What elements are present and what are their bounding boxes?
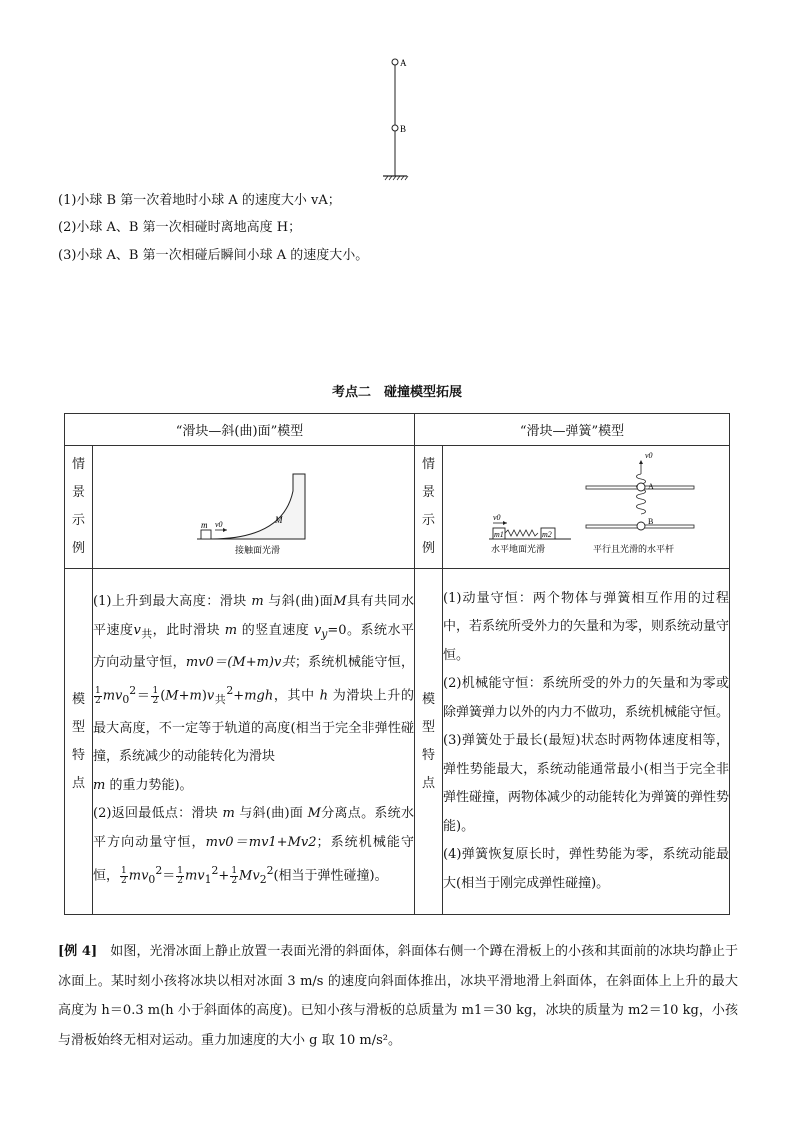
slope-figure-cell xyxy=(93,446,415,569)
svg-text:B: B xyxy=(648,517,654,526)
svg-text:v0: v0 xyxy=(645,451,653,460)
spring-ball-b xyxy=(637,522,645,530)
model-table xyxy=(64,413,730,915)
svg-text:v0: v0 xyxy=(215,520,223,529)
example-tag: [例 4] xyxy=(58,944,98,959)
svg-text:A: A xyxy=(648,482,654,491)
label-b: B xyxy=(400,124,407,134)
slope-figure xyxy=(93,446,415,564)
svg-text:水平地面光滑: 水平地面光滑 xyxy=(491,545,546,555)
svg-text:m: m xyxy=(201,520,208,530)
spring-feature-3: (3)弹簧处于最长(最短)状态时两物体速度相等，弹性势能最大，系统动能通常最小(相当于完全非弹性碰撞，两物体减少的动能转化为弹簧的弹性势能)。 xyxy=(443,733,730,834)
rod-figure xyxy=(380,52,430,184)
spring-feature-1: (1)动量守恒：两个物体与弹簧相互作用的过程中，若系统所受外力的矢量和为零，则系统动量守恒。 xyxy=(443,590,730,663)
label-a: A xyxy=(400,58,407,68)
spring-figures xyxy=(443,446,730,564)
svg-text:m1: m1 xyxy=(494,530,504,539)
row1-label-right: 情 景 示 例 xyxy=(415,446,443,569)
row2-label: 模 型 特 点 xyxy=(65,569,93,915)
ball-b xyxy=(392,125,398,131)
section-title: 考点二 碰撞模型拓展 xyxy=(331,385,462,400)
svg-text:m2: m2 xyxy=(542,530,552,539)
ball-a xyxy=(392,59,398,65)
spring-feature-4: (4)弹簧恢复原长时，弹性势能为零，系统动能最大(相当于刚完成弹性碰撞)。 xyxy=(443,847,730,891)
svg-text:M: M xyxy=(275,515,283,525)
question-3: (3)小球 A、B 第一次相碰后瞬间小球 A 的速度大小。 xyxy=(58,248,369,263)
spring-model-features xyxy=(443,569,730,915)
col1-header: “滑块—斜(曲)面”模型 xyxy=(65,414,415,446)
svg-text:接触面光滑: 接触面光滑 xyxy=(235,546,281,556)
example-4 xyxy=(58,937,738,1055)
col2-header: “滑块—弹簧”模型 xyxy=(415,414,730,446)
slope-model-features: (1)上升到最大高度：滑块 m 与斜(曲)面M具有共同水平速度$v_共$，此时滑块 m 的竖直速度 $v_y=0$。系统水平方向动量守恒，mv0＝(M+m)v共；系统机械能守恒， $\frac{1}{2}$ $mv_0^2=$ $\frac{1}{2}$ $(M+m)v_共^2+mgh$，其中 h 为滑块上升的最大高度，不一定等于轨道的高度(相当于完全非弹性碰撞，系统减少的动能转化为滑块 m 的重力势能)。 (2)返回最低点：滑块 m 与斜(曲)面 M分离点。系统水平方向动量守恒，mv0＝mv1+Mv2；系统机械能守恒， $\frac{1}{2}$ $mv_0^2=$ $\frac{1}{2}$ $mv_1^2+$ $\frac{1}{2}$ $Mv_2^2$(相当于弹性碰撞)。 xyxy=(93,569,415,915)
svg-text:平行且光滑的水平杆: 平行且光滑的水平杆 xyxy=(593,545,675,555)
spring-figure-cell xyxy=(443,446,730,569)
question-2: (2)小球 A、B 第一次相碰时离地高度 H； xyxy=(58,220,302,235)
example-text: 如图，光滑冰面上静止放置一表面光滑的斜面体，斜面体右侧一个蹲在滑板上的小孩和其面前的冰块均静止于冰面上。某时刻小孩将冰块以相对冰面 3 m/s 的速度向斜面体推出，冰块平滑地滑上斜面体，在斜面体上上升的最大高度为 h＝0.3 m(h 小于斜面体的高度)。已知小孩与滑板的总质量为 m1＝30 kg，冰块的质量为 m2＝10 kg，小孩与滑板始终无相对运动。重力加速度的大小 g 取 10 m/s²。 xyxy=(58,944,738,1048)
question-1: (1)小球 B 第一次着地时小球 A 的速度大小 vA； xyxy=(58,193,341,208)
spring-feature-2: (2)机械能守恒：系统所受的外力的矢量和为零或除弹簧弹力以外的内力不做功，系统机械能守恒。 xyxy=(443,676,730,720)
spring-ball-a xyxy=(637,483,645,491)
row2-label-right: 模 型 特 点 xyxy=(415,569,443,915)
svg-text:v0: v0 xyxy=(493,513,501,522)
row1-label: 情 景 示 例 xyxy=(65,446,93,569)
